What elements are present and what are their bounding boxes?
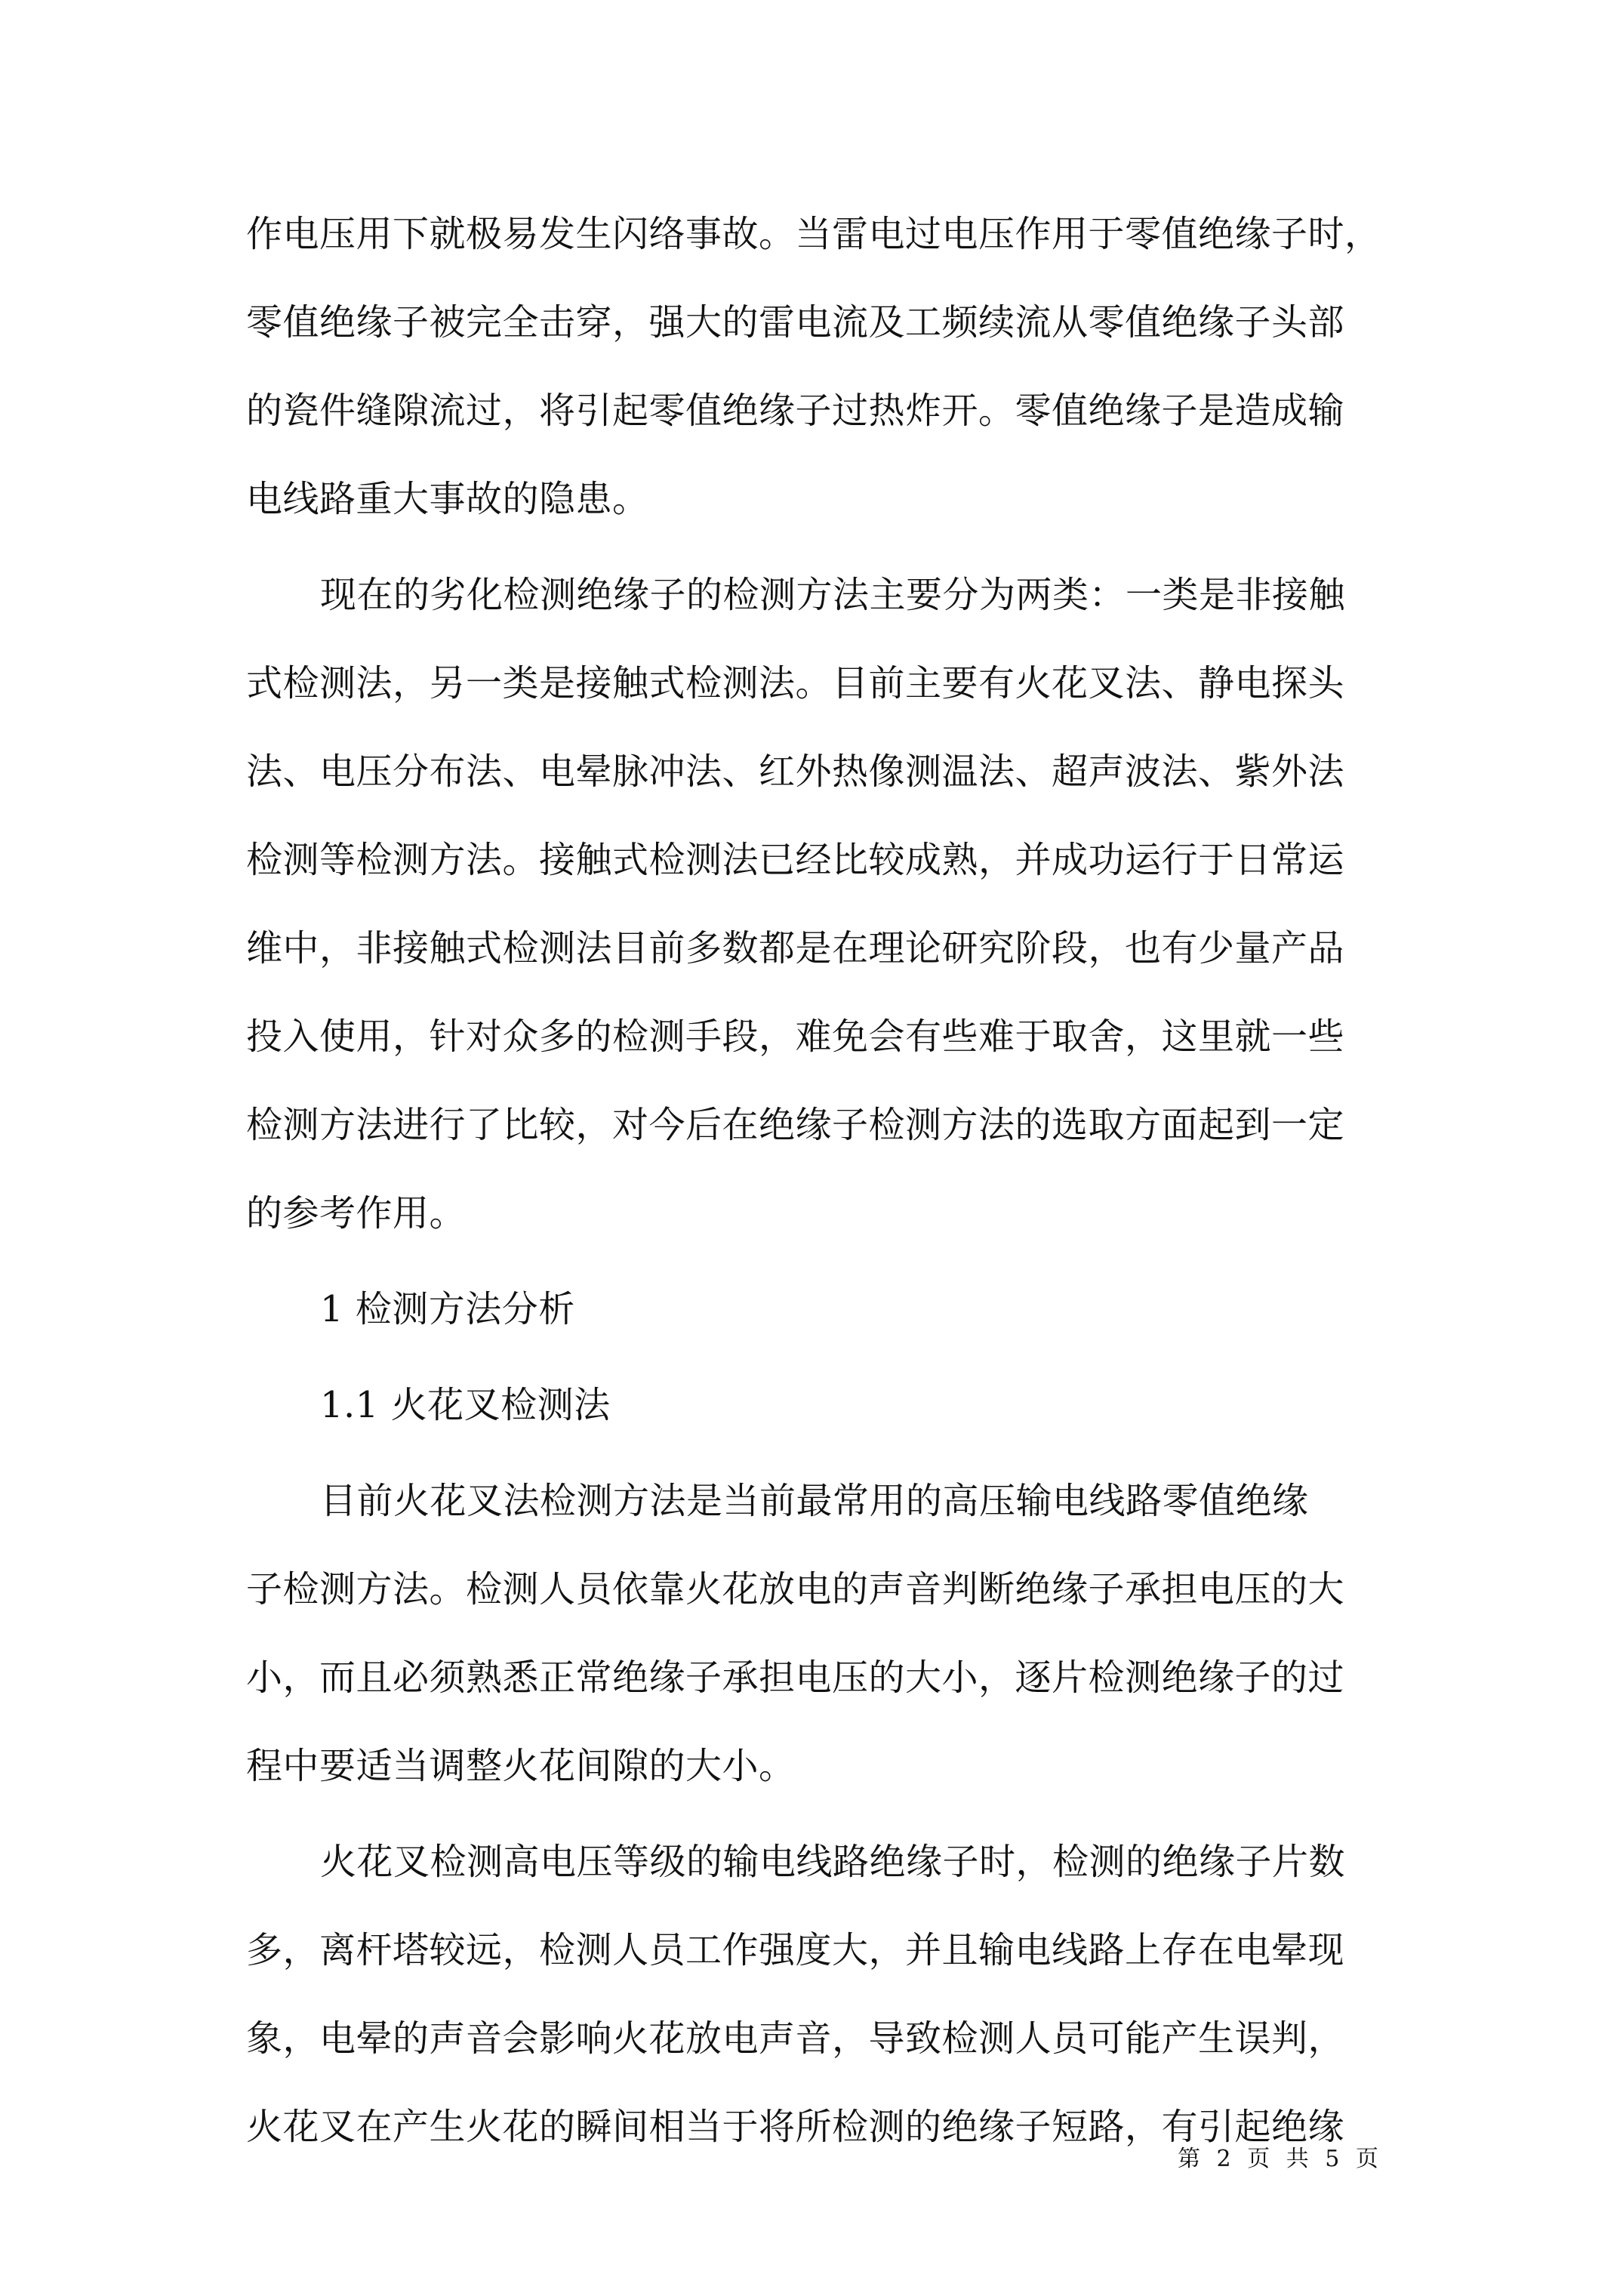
- text-line: 投入使用，针对众多的检测手段，难免会有些难于取舍，这里就一些: [246, 1015, 1345, 1058]
- text-line: 现在的劣化检测绝缘子的检测方法主要分为两类：一类是非接触: [320, 574, 1346, 616]
- text-line: 火花叉检测高电压等级的输电线路绝缘子时，检测的绝缘子片数: [320, 1841, 1346, 1883]
- text-line: 目前火花叉法检测方法是当前最常用的高压输电线路零值绝缘: [320, 1480, 1309, 1522]
- section-heading: 1 检测方法分析: [320, 1288, 575, 1330]
- text-line: 电线路重大事故的隐患。: [246, 478, 649, 520]
- subsection-heading: 1.1 火花叉检测法: [320, 1384, 611, 1426]
- text-line: 火花叉在产生火花的瞬间相当于将所检测的绝缘子短路，有引起绝缘: [246, 2106, 1345, 2148]
- text-line: 零值绝缘子被完全击穿，强大的雷电流及工频续流从零值绝缘子头部: [246, 301, 1345, 344]
- text-line: 检测等检测方法。接触式检测法已经比较成熟，并成功运行于日常运: [246, 839, 1345, 881]
- text-line: 式检测法，另一类是接触式检测法。目前主要有火花叉法、静电探头: [246, 662, 1345, 704]
- body-text: [246, 190, 1424, 2171]
- text-line: 的参考作用。: [246, 1192, 467, 1234]
- page-number-footer: 第 2 页 共 5 页: [1178, 2146, 1383, 2172]
- text-line: 作电压用下就极易发生闪络事故。当雷电过电压作用于零值绝缘子时，: [246, 213, 1381, 255]
- text-line: 维中，非接触式检测法目前多数都是在理论研究阶段，也有少量产品: [246, 927, 1345, 969]
- text-line: 程中要适当调整火花间隙的大小。: [246, 1745, 796, 1787]
- text-line: 多，离杆塔较远，检测人员工作强度大，并且输电线路上存在电晕现: [246, 1929, 1345, 1971]
- text-line: 的瓷件缝隙流过，将引起零值绝缘子过热炸开。零值绝缘子是造成输: [246, 390, 1345, 432]
- text-line: 象，电晕的声音会影响火花放电声音，导致检测人员可能产生误判，: [246, 2017, 1345, 2060]
- text-line: 小，而且必须熟悉正常绝缘子承担电压的大小，逐片检测绝缘子的过: [246, 1657, 1345, 1699]
- text-line: 法、电压分布法、电晕脉冲法、红外热像测温法、超声波法、紫外法: [246, 750, 1345, 793]
- text-line: 子检测方法。检测人员依靠火花放电的声音判断绝缘子承担电压的大: [246, 1568, 1345, 1610]
- text-line: 检测方法进行了比较，对今后在绝缘子检测方法的选取方面起到一定: [246, 1104, 1345, 1146]
